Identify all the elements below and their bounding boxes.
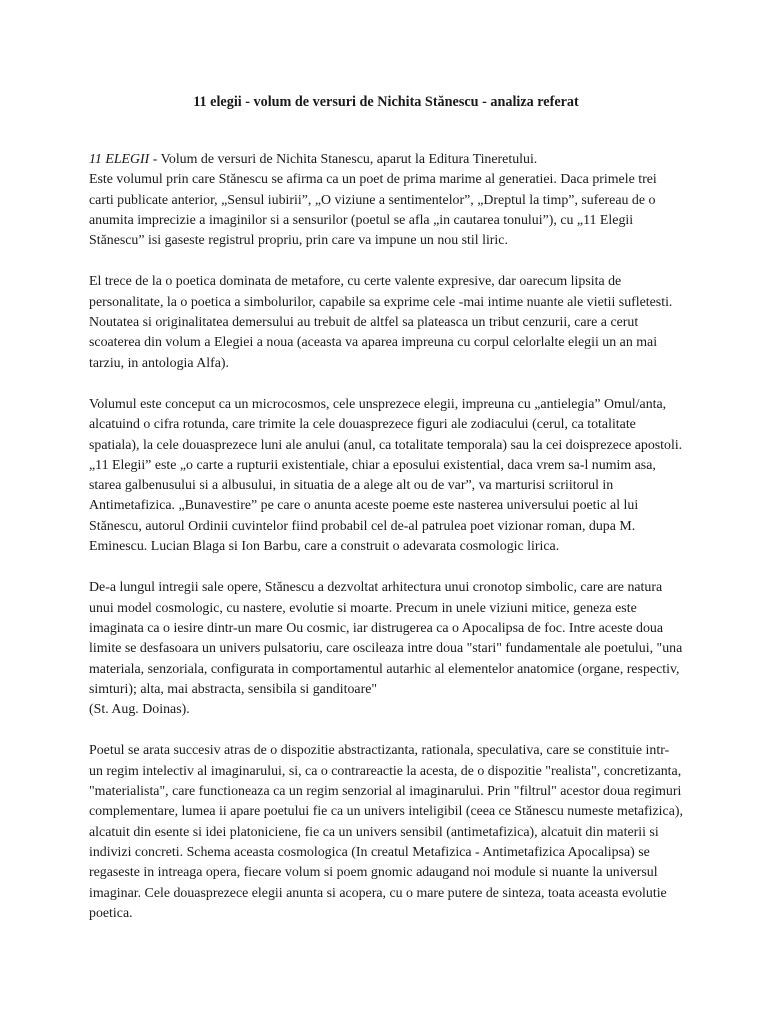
- intro-text: - Volum de versuri de Nichita Stanescu, aparut la Editura Tineretului. Este volumul prin care Stănescu se afirma ca un poet de prima marime al generatiei. Daca primele trei carti publicate anterior, „Sensul iubirii”, „O viziune a sentimentelor”, „Dreptul la timp”, sufereau de o anumita imprecizie a imaginilor si a sensurilor (poetul se afla „in cautarea tonului”), cu „11 Elegii Stănescu” isi gaseste registrul propriu, prin care va impune un nou stil liric.: [89, 152, 657, 249]
- paragraph-4: De-a lungul intregii sale opere, Stănescu a dezvoltat arhitectura unui cronotop simbolic, care are natura unui model cosmologic, cu nastere, evolutie si moarte. Precum in unele viziuni mitice, geneza este imaginata ca o iesire dintr-un mare Ou cosmic, iar distrugerea ca o Apocalipsa de foc. Intre aceste doua limite se desfasoara un univers pulsatoriu, care oscileaza intre doua "stari" fundamentale ale poetului, "una materiala, senzoriala, configurata in comportamentul autarhic al elementelor anatomice (organe, respectiv, simturi); alta, mai abstracta, sensibila si ganditoare" (St. Aug. Doinas).: [89, 580, 683, 718]
- document-title: 11 elegii - volum de versuri de Nichita Stănescu - analiza referat: [193, 94, 579, 110]
- paragraph-5: Poetul se arata succesiv atras de o dispozitie abstractizanta, rationala, speculativa, care se constituie intr-un regim intelectiv al imaginarului, si, ca o contrareactie la acesta, de o dispozitie "realista", concretizanta, "materialista", care functioneaza ca un regim senzorial al imaginarului. Prin "filtrul" acestor doua regimuri complementare, lumea ii apare poetului fie ca un univers inteligibil (ceea ce Stănescu numeste metafizica), alcatuit din esente si idei platoniciene, fie ca un univers sensibil (antimetafizica), alcatuit din materii si indivizi concreti. Schema aceasta cosmologica (In creatul Metafizica - Antimetafizica Apocalipsa) se regaseste in intreaga opera, fiecare volum si poem gnomic adaugand noi module si nuante la universul imaginar. Cele douasprezece elegii anunta si acopera, cu o mare putere de sinteza, toata aceasta evolutie poetica.: [89, 743, 683, 921]
- intro-paragraph: [89, 150, 683, 251]
- paragraph-3: Volumul este conceput ca un microcosmos, cele unsprezece elegii, impreuna cu „antielegia” Omul/anta, alcatuind o cifra rotunda, care trimite la cele douasprezece figuri ale zodiacului (cerul, ca totalitate spatiala), la cele douasprezece luni ale anului (anul, ca totalitate temporala) sau la cei doisprezece apostoli. „11 Elegii” este „o carte a rupturii existentiale, chiar a eposului existential, daca vrem sa-l numim asa, starea galbenusului si a albusului, in situatia de a alege alt ou de var”, va marturisi scriitorul in Antimetafizica. „Bunavestire” pe care o anunta aceste poeme este nasterea universului poetic al lui Stănescu, autorul Ordinii cuvintelor fiind probabil cel de-al patrulea poet vizionar roman, dupa M. Eminescu. Lucian Blaga si Ion Barbu, care a construit o adevarata cosmologic lirica.: [89, 396, 683, 555]
- paragraph-2: El trece de la o poetica dominata de metafore, cu certe valente expresive, dar oarecum lipsita de personalitate, la o poetica a simbolurilor, capabile sa exprime cele -mai intime nuante ale vietii sufletesti. Noutatea si originalitatea demersului au trebuit de altfel sa plateasca un tribut cenzurii, care a cerut scoaterea din volum a Elegiei a noua (aceasta va aparea impreuna cu corpul celorlalte elegii un an mai tarziu, in antologia Alfa).: [89, 274, 673, 371]
- intro-lead: 11 ELEGII: [89, 152, 150, 167]
- document-page: [89, 92, 683, 945]
